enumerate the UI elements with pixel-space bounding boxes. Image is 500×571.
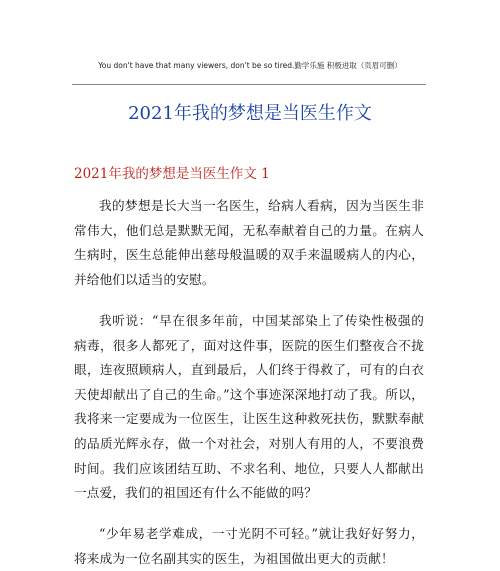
body-paragraph-1: 我的梦想是长大当一名医生，给病人看病，因为当医生非常伟大，他们总是默默无闻，无私奉献着自己的力量。在病人生病时，医生总能伸出慈母般温暖的双手来温暖病人的内心，并给他们以适当的安慰。 [74, 198, 424, 287]
document-title: 2021年我的梦想是当医生作文 [128, 103, 372, 124]
body-paragraph-2: 我听说：“早在很多年前，中国某部染上了传染性极强的病毒，很多人都死了，面对这件事，医院的医生们整夜合不拢眼，连夜照顾病人，直到最后，人们终于得救了，可有的白衣天使却献出了自己的生命。”这个事迹深深地打动了我。所以，我将来一定要成为一位医生，让医生这种救死扶伤，默默奉献的品质光辉永存，做一个对社会，对别人有用的人，不要浪费时间。我们应该团结互助、不求名利、地位，只要人人都献出一点爱，我们的祖国还有什么不能做的吗？ [74, 313, 424, 501]
body-paragraph-3: “少年易老学难成，一寸光阴不可轻。”就让我好好努力，将来成为一位名副其实的医生，为祖国做出更大的贡献！ [74, 526, 424, 566]
header-divider [72, 84, 426, 85]
section-heading: 2021年我的梦想是当医生作文 1 [74, 166, 270, 182]
page-header: You don't have that many viewers, don't be so tired.勤学乐施 积极进取（页眉可删） [98, 61, 402, 70]
